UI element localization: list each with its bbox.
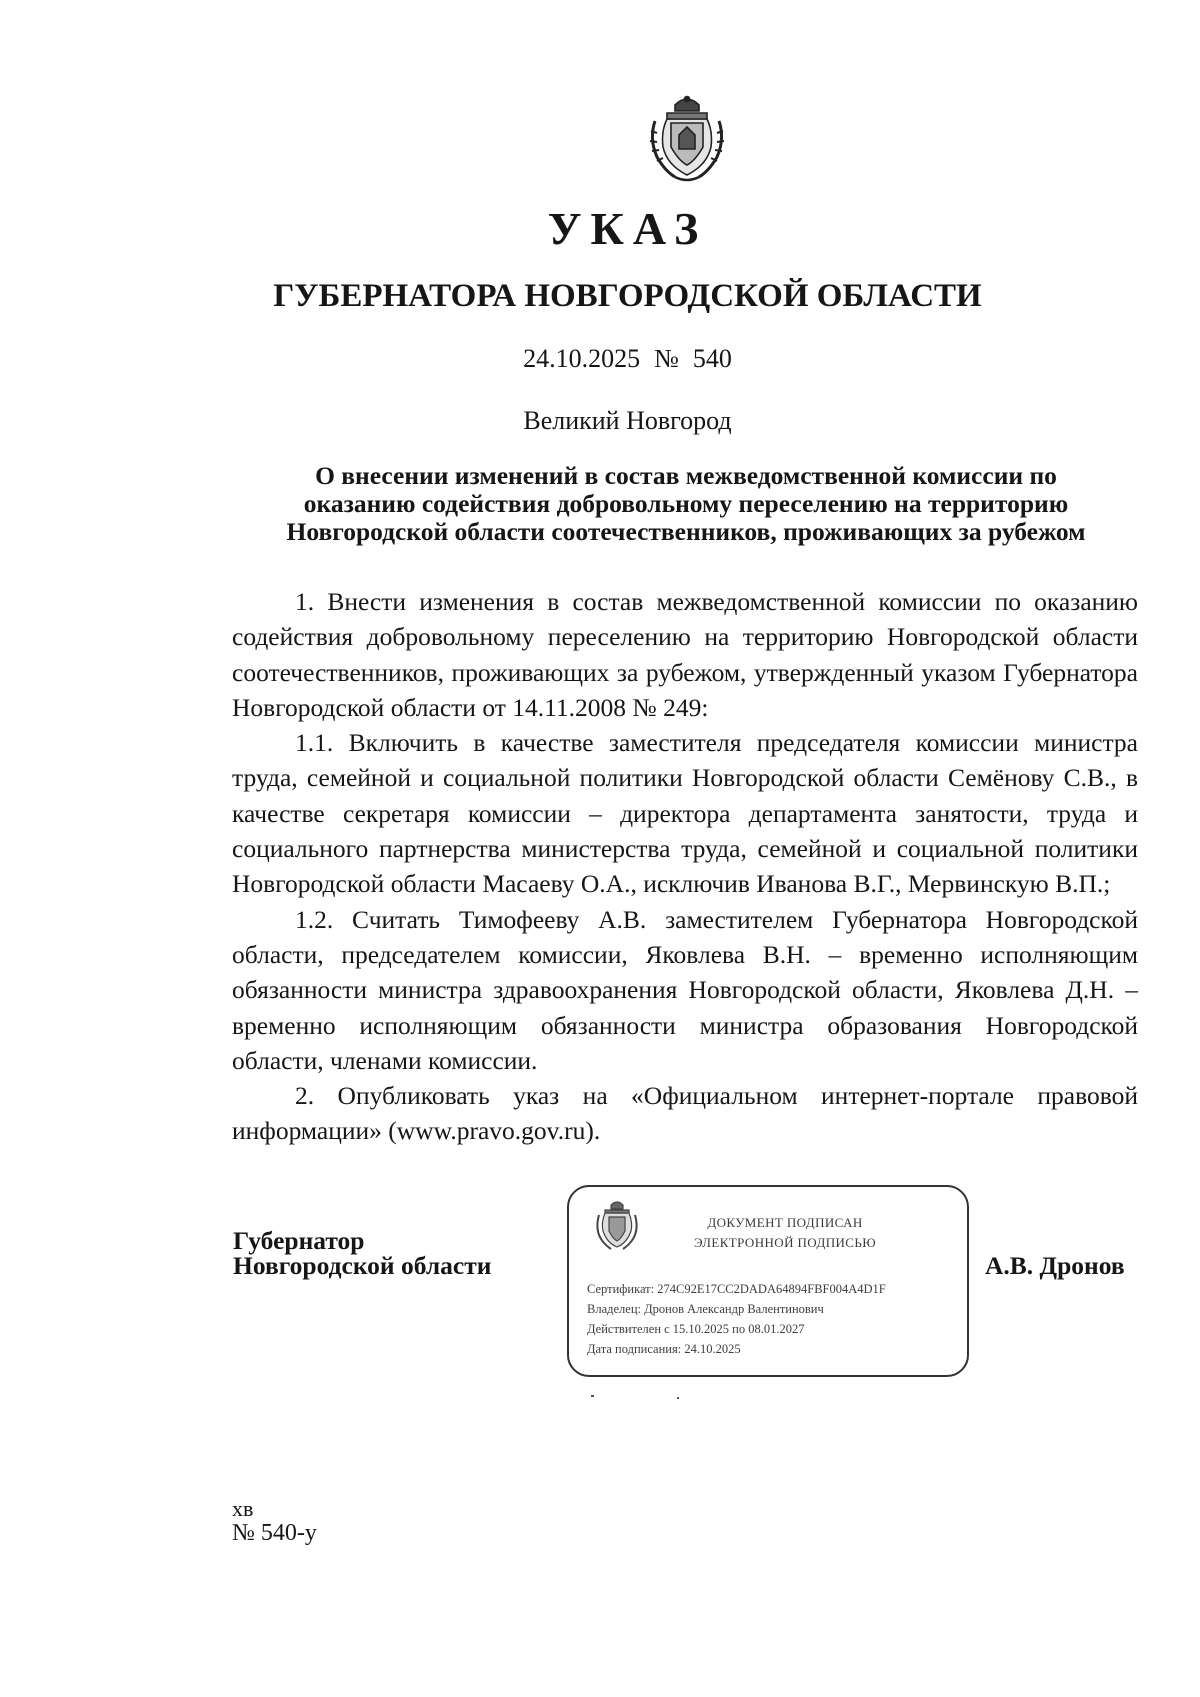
- stamp-coat-of-arms-icon: [595, 1199, 639, 1251]
- city: Великий Новгород: [523, 406, 732, 435]
- scan-speck: [591, 1395, 594, 1397]
- stamp-validity: Действителен с 15.10.2025 по 08.01.2027: [587, 1322, 805, 1336]
- paragraph-2: 2. Опубликовать указ на «Официальном интернет-портале правовой информации» (www.pravo.gov.ru).: [232, 1081, 1138, 1146]
- document-body: [232, 584, 1138, 1149]
- stamp-header: [665, 1213, 905, 1253]
- footer-code: № 540-у: [232, 1520, 317, 1546]
- stamp-header-line: ДОКУМЕНТ ПОДПИСАН: [707, 1215, 863, 1230]
- document-title: УКАЗ: [547, 203, 708, 254]
- signatory-position: [233, 1228, 491, 1278]
- electronic-signature-stamp: [567, 1185, 969, 1377]
- stamp-owner: Владелец: Дронов Александр Валентинович: [587, 1302, 824, 1316]
- heading-line: оказанию содействия добровольному переселению на территорию: [303, 489, 1069, 518]
- scan-speck: [677, 1397, 679, 1399]
- coat-of-arms-icon: [645, 91, 729, 185]
- stamp-signed-date: Дата подписания: 24.10.2025: [587, 1342, 741, 1356]
- number-sign: №: [654, 344, 679, 373]
- position-line: Новгородской области: [233, 1251, 492, 1280]
- date-number-line: [0, 343, 1200, 375]
- stamp-header-line: ЭЛЕКТРОННОЙ ПОДПИСЬЮ: [694, 1235, 876, 1250]
- document-heading: [232, 462, 1140, 546]
- document-subtitle: ГУБЕРНАТОРА НОВГОРОДСКОЙ ОБЛАСТИ: [273, 278, 982, 314]
- stamp-details: [587, 1279, 886, 1359]
- document-date: 24.10.2025: [523, 344, 641, 373]
- signatory-name: А.В. Дронов: [985, 1251, 1125, 1280]
- position-line: Губернатор: [233, 1226, 365, 1255]
- document-number: 540: [692, 344, 732, 373]
- footer-initials: хв: [232, 1496, 254, 1521]
- heading-line: Новгородской области соотечественников, проживающих за рубежом: [286, 517, 1086, 546]
- stamp-certificate: Сертификат: 274C92E17CC2DADA64894FBF004A4D1F: [587, 1282, 886, 1296]
- paragraph-1-1: 1.1. Включить в качестве заместителя председателя комиссии министра труда, семейной и социальной политики Новгородской области Семёнову С.В., в качестве секретаря комиссии – директора департамента занятости, труда и социального партнерства министерства труда, семейной и социальной политики Новгородской области Масаеву О.А., исключив Иванова В.Г., Мервинскую В.П.;: [232, 728, 1138, 899]
- paragraph-1: 1. Внести изменения в состав межведомственной комиссии по оказанию содействия добровольному переселению на территорию Новгородской области соотечественников, проживающих за рубежом, утвержденный указом Губернатора Новгородской области от 14.11.2008 № 249:: [232, 587, 1138, 722]
- document-footer: [232, 1497, 317, 1545]
- paragraph-1-2: 1.2. Считать Тимофееву А.В. заместителем Губернатора Новгородской области, председателем комиссии, Яковлева В.Н. – временно исполняющим обязанности министра здравоохранения Новгородской области, Яковлева Д.Н. – временно исполняющим обязанности министра образования Новгородской области, членами комиссии.: [232, 904, 1138, 1075]
- heading-line: О внесении изменений в состав межведомственной комиссии по: [315, 461, 1057, 490]
